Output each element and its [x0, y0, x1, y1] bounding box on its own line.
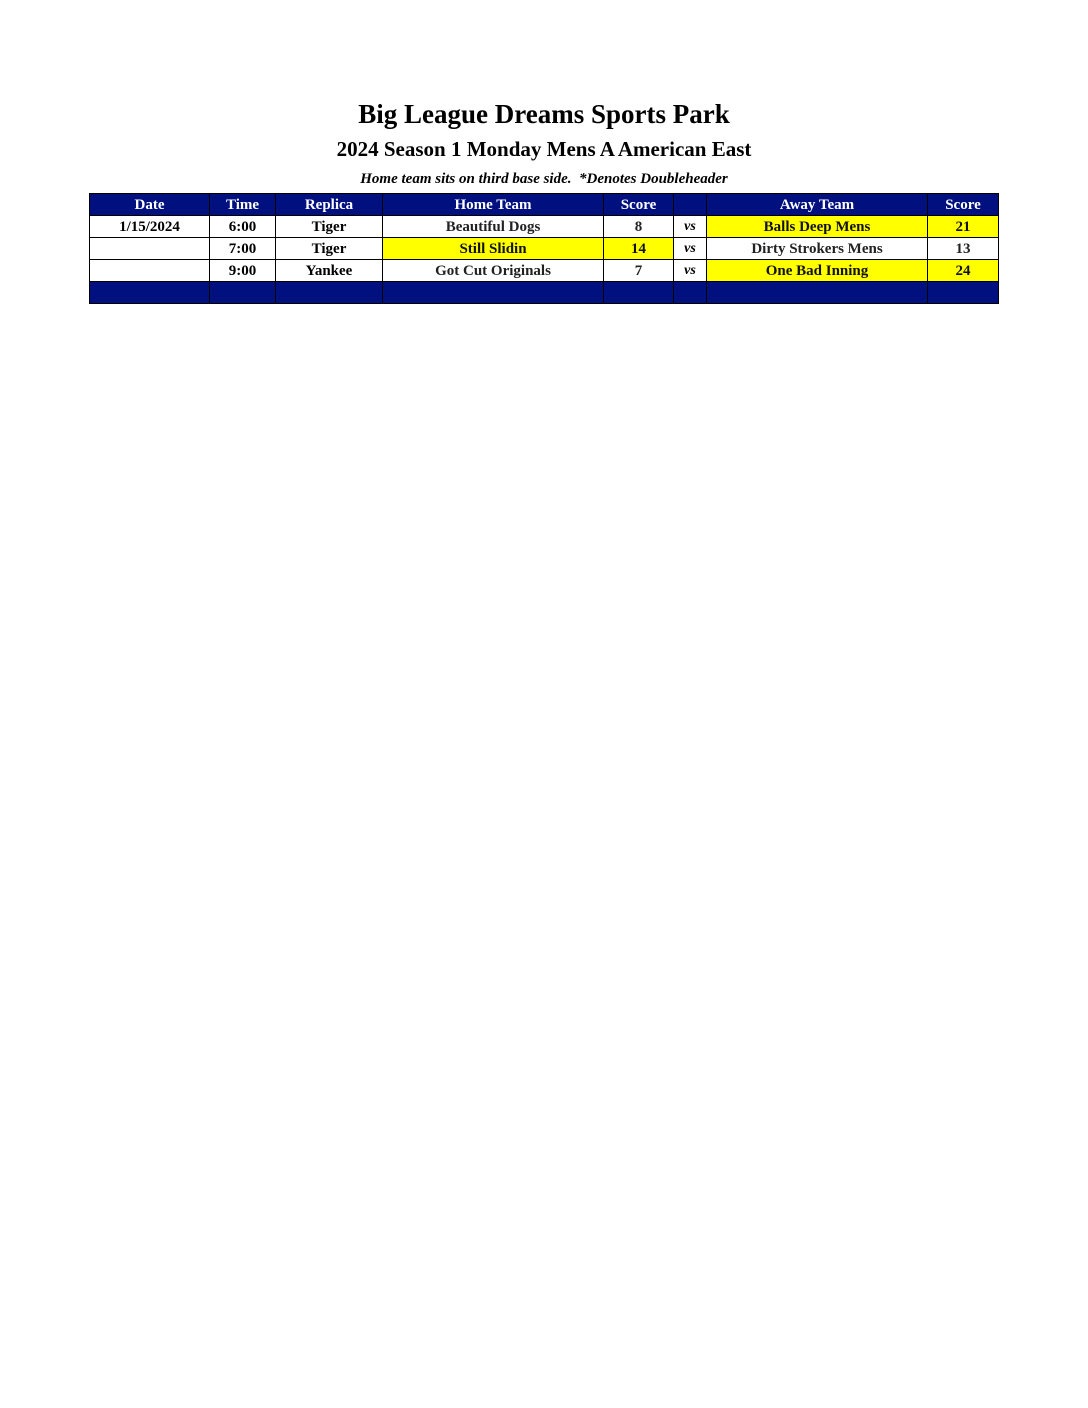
header-replica: Replica — [276, 194, 383, 216]
table-row — [90, 260, 999, 282]
footer-cell — [707, 282, 928, 304]
vs-cell: vs — [674, 216, 707, 238]
home-score-cell: 14 — [604, 238, 674, 260]
header-row — [90, 194, 999, 216]
footer-cell — [928, 282, 999, 304]
away-team-cell: Balls Deep Mens — [707, 216, 928, 238]
time-cell: 6:00 — [210, 216, 276, 238]
schedule-note: Home team sits on third base side. *Denotes Doubleheader — [360, 171, 728, 187]
page-title: Big League Dreams Sports Park — [358, 99, 730, 129]
page-subtitle: 2024 Season 1 Monday Mens A American East — [336, 137, 752, 161]
table-footer-row — [90, 282, 999, 304]
footer-cell — [604, 282, 674, 304]
header-time: Time — [210, 194, 276, 216]
footer-cell — [674, 282, 707, 304]
away-score-cell: 13 — [928, 238, 999, 260]
home-team-cell: Got Cut Originals — [383, 260, 604, 282]
home-score-cell: 7 — [604, 260, 674, 282]
table-row — [90, 216, 999, 238]
away-score-cell: 21 — [928, 216, 999, 238]
time-cell: 7:00 — [210, 238, 276, 260]
footer-cell — [276, 282, 383, 304]
home-score-cell: 8 — [604, 216, 674, 238]
header-date: Date — [90, 194, 210, 216]
header-home-score: Score — [604, 194, 674, 216]
date-cell — [90, 238, 210, 260]
replica-cell: Tiger — [276, 238, 383, 260]
replica-cell: Tiger — [276, 216, 383, 238]
footer-cell — [90, 282, 210, 304]
header-away-team: Away Team — [707, 194, 928, 216]
time-cell: 9:00 — [210, 260, 276, 282]
vs-cell: vs — [674, 238, 707, 260]
header-away-score: Score — [928, 194, 999, 216]
footer-cell — [210, 282, 276, 304]
footer-cell — [383, 282, 604, 304]
header-home-team: Home Team — [383, 194, 604, 216]
home-team-cell: Beautiful Dogs — [383, 216, 604, 238]
away-team-cell: Dirty Strokers Mens — [707, 238, 928, 260]
away-score-cell: 24 — [928, 260, 999, 282]
table-row — [90, 238, 999, 260]
replica-cell: Yankee — [276, 260, 383, 282]
vs-cell: vs — [674, 260, 707, 282]
home-team-cell: Still Slidin — [383, 238, 604, 260]
date-cell — [90, 260, 210, 282]
header-vs — [674, 194, 707, 216]
away-team-cell: One Bad Inning — [707, 260, 928, 282]
date-cell: 1/15/2024 — [90, 216, 210, 238]
schedule-table — [89, 193, 999, 304]
